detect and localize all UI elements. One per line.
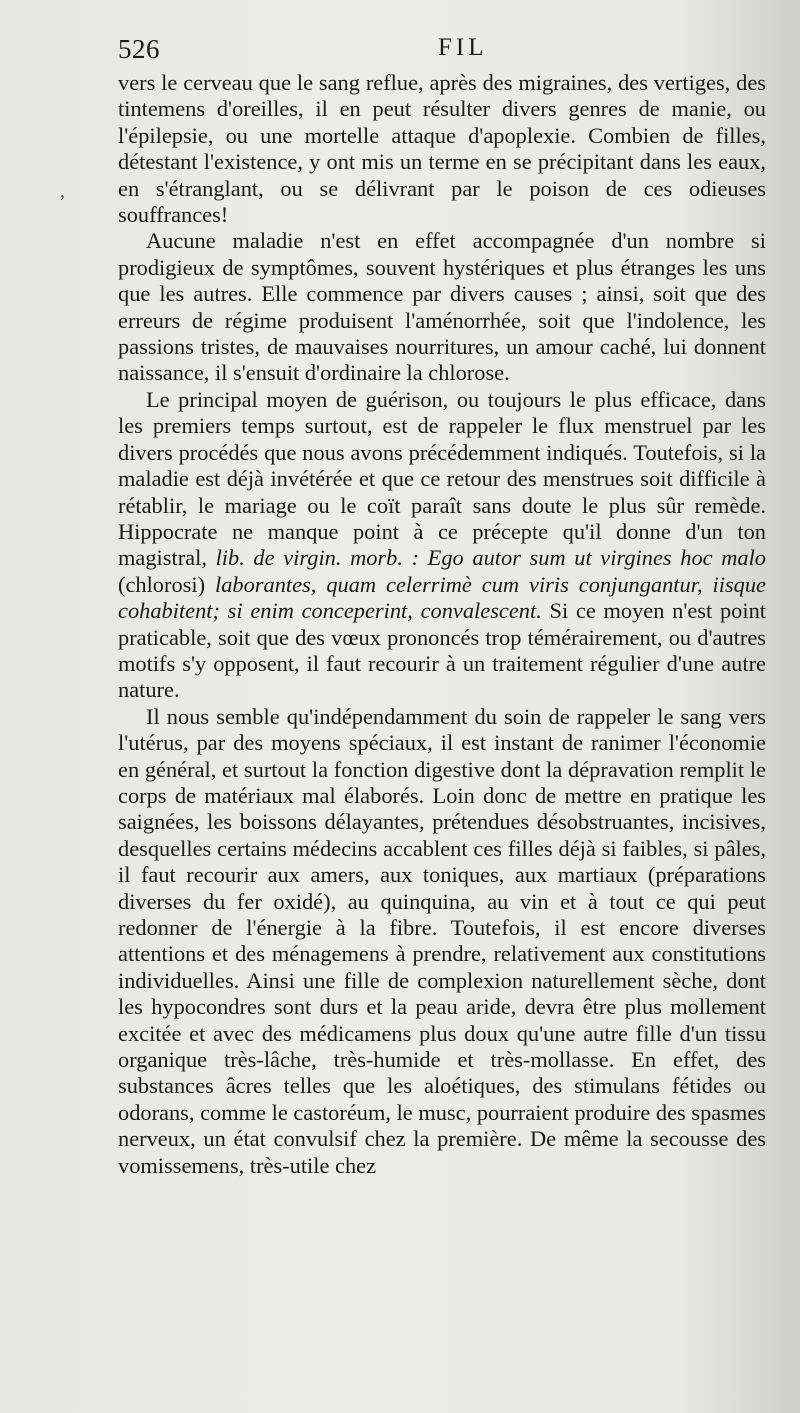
paragraph-1: vers le cerveau que le sang reflue, après des migraines, des vertiges, des tintemens d'oreilles, il en peut résulter divers genres de manie, ou l'épilepsie, ou une mortelle attaque d'apoplexie. Combien de filles, détestant l'existence, y ont mis un terme en se précipitant dans les eaux, en s'étranglant, ou se délivrant par le poison de ces odieuses souffrances! — [118, 70, 766, 228]
margin-mark: , — [60, 180, 65, 202]
paragraph-3-latin-citation: lib. de virgin. morb. : Ego autor sum ut virgines hoc malo — [215, 545, 766, 571]
paragraph-3-text-mid: (chlorosi) — [118, 571, 215, 597]
paragraph-2: Aucune maladie n'est en effet accompagnée d'un nombre si prodigieux de symptômes, souvent hystériques et plus étranges les uns que les autres. Elle commence par divers causes ; ainsi, soit que des erreurs de régime produisent l'aménorrhée, soit que l'indolence, les passions tristes, de mauvaises nourritures, un amour caché, lui donnent naissance, il s'ensuit d'ordinaire la chlorose. — [118, 228, 766, 386]
running-head: FIL — [438, 34, 488, 61]
paragraph-3-text-before: Le principal moyen de guérison, ou toujours le plus efficace, dans les premiers temps surtout, est de rappeler le flux menstruel par les divers procédés que nous avons précédemment indiqués. Toutefois, si la maladie est déjà invétérée et que ce retour des menstrues soit difficile à rétablir, le mariage ou le coït paraît sans doute le plus sûr remède. Hippocrate ne manque point à ce précepte qu'il donne d'un ton magistral, — [118, 386, 766, 571]
page-number: 526 — [118, 34, 160, 64]
body-text — [118, 70, 766, 1179]
page-header — [118, 34, 768, 66]
paragraph-4: Il nous semble qu'indépendamment du soin de rappeler le sang vers l'utérus, par des moyens spéciaux, il est instant de ranimer l'économie en général, et surtout la fonction digestive dont la dépravation remplit le corps de matériaux mal élaborés. Loin donc de mettre en pratique les saignées, les boissons délayantes, prétendues désobstruantes, incisives, desquelles certains médecins accablent ces filles déjà si faibles, si pâles, il faut recourir aux amers, aux toniques, aux martiaux (préparations diverses du fer oxidé), au quinquina, au vin et à tout ce qui peut redonner de l'énergie à la fibre. Toutefois, il est encore diverses attentions et des ménagemens à prendre, relativement aux constitutions individuelles. Ainsi une fille de complexion naturellement sèche, dont les hypocondres sont durs et la peau aride, devra être plus mollement excitée et avec des médicamens plus doux qu'une autre fille d'un tissu organique très-lâche, très-humide et très-mollasse. En effet, des substances âcres telles que les aloétiques, des stimulans fétides ou odorans, comme le castoréum, le musc, pourraient produire des spasmes nerveux, un état convulsif chez la première. De même la secousse des vomissemens, très-utile chez — [118, 703, 766, 1178]
paragraph-3-latin-quote: laborantes, quam celerrimè cum viris conjungantur, iisque cohabitent; si enim conceperint, convalescent. — [118, 571, 766, 624]
paragraph-3 — [118, 387, 766, 704]
paragraph-3-text-after: Si ce moyen n'est point praticable, soit que des vœux prononcés trop témérairement, ou d'autres motifs s'y opposent, il faut recourir à un traitement régulier d'une autre nature. — [118, 598, 766, 703]
